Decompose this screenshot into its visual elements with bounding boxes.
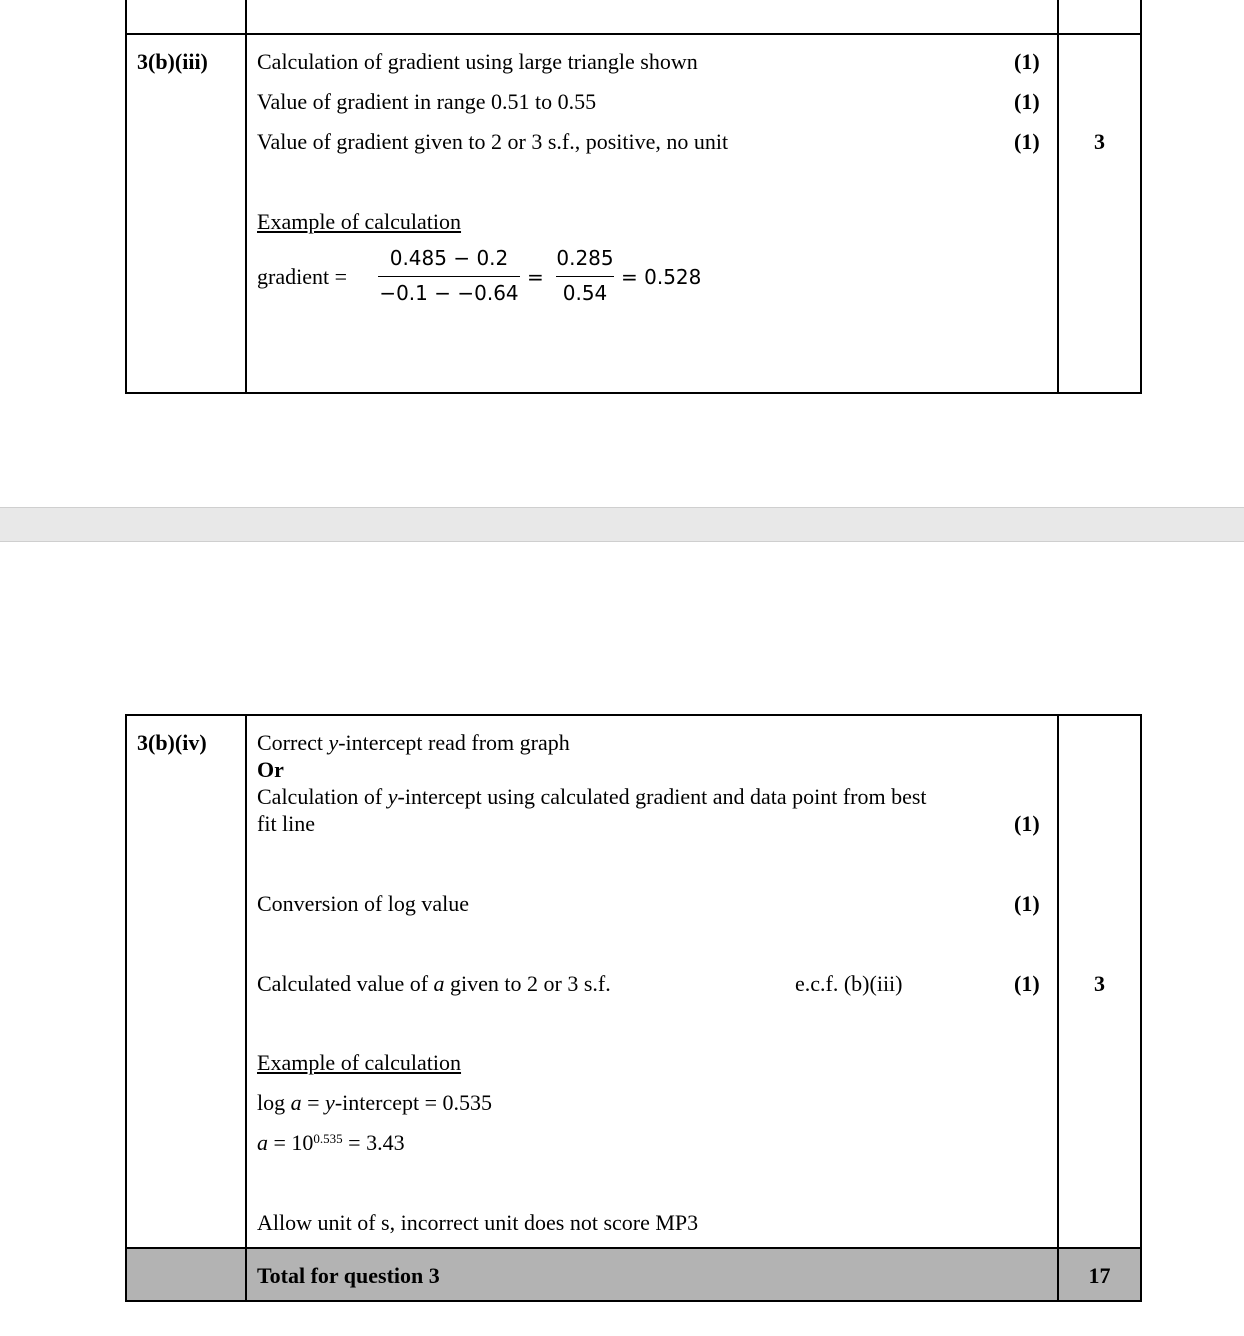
example-line-1: log a = y-intercept = 0.535: [257, 1090, 493, 1115]
mark-3: (1): [1014, 971, 1040, 996]
table-border-left: [125, 714, 127, 1302]
table-border-bottom: [125, 392, 1142, 394]
total-row-label: Total for question 3: [257, 1263, 440, 1288]
mark-2: (1): [1014, 891, 1040, 916]
allow-note: Allow unit of s, incorrect unit does not score MP3: [257, 1210, 699, 1235]
fraction-1-numerator: 0.485 − 0.2: [389, 246, 509, 270]
table-border-col2: [1057, 714, 1059, 1302]
mark-2: (1): [1014, 89, 1040, 114]
table-border-right: [1140, 0, 1142, 394]
ecf-note: e.c.f. (b)(iii): [795, 971, 903, 996]
formula-equals: =: [527, 265, 544, 289]
fraction-2-bar: [556, 276, 614, 277]
table-border-col2: [1057, 0, 1059, 394]
fraction-1-denominator: −0.1 − −0.64: [379, 281, 519, 305]
total-marks: 3: [1094, 971, 1105, 996]
marking-point-3: Value of gradient given to 2 or 3 s.f., positive, no unit: [257, 129, 729, 154]
table-border-bottom: [125, 1300, 1142, 1302]
marking-point-1-line-1: Correct y-intercept read from graph: [257, 730, 570, 755]
marking-point-3: Calculated value of a given to 2 or 3 s.f.: [257, 971, 611, 996]
marking-point-1: Calculation of gradient using large triangle shown: [257, 49, 698, 74]
marking-point-2: Conversion of log value: [257, 891, 470, 916]
mark-1: (1): [1014, 49, 1040, 74]
mark-1: (1): [1014, 811, 1040, 836]
table-row-divider: [125, 33, 1142, 35]
table-border-right: [1140, 714, 1142, 1302]
example-heading: Example of calculation: [257, 1050, 462, 1075]
fraction-1-bar: [378, 276, 520, 277]
mark-3: (1): [1014, 129, 1040, 154]
table-border-col1: [245, 714, 247, 1302]
question-ref: 3(b)(iv): [137, 730, 207, 755]
marking-point-1-line-4: fit line: [257, 811, 316, 836]
total-marks: 3: [1094, 129, 1105, 154]
marking-point-1-line-3: Calculation of y-intercept using calculated gradient and data point from best: [257, 784, 927, 809]
table-border-top: [125, 714, 1142, 716]
formula-result: = 0.528: [621, 265, 702, 289]
fraction-2-denominator: 0.54: [562, 281, 608, 305]
table-border-left: [125, 0, 127, 394]
or-label: Or: [257, 757, 284, 782]
page-break-separator: [0, 507, 1244, 542]
table-border-col1: [245, 0, 247, 394]
fraction-2-numerator: 0.285: [556, 246, 614, 270]
total-row-value: 17: [1088, 1263, 1111, 1288]
total-row-shade-1: [127, 1249, 245, 1300]
example-line-2: $a = 10^{0.535} = 3.43$: [257, 1130, 405, 1155]
question-ref: 3(b)(iii): [137, 49, 208, 74]
table-row-divider: [125, 1247, 1142, 1249]
formula-lhs: gradient =: [257, 264, 347, 289]
marking-point-2: Value of gradient in range 0.51 to 0.55: [257, 89, 597, 114]
example-heading: Example of calculation: [257, 209, 462, 234]
